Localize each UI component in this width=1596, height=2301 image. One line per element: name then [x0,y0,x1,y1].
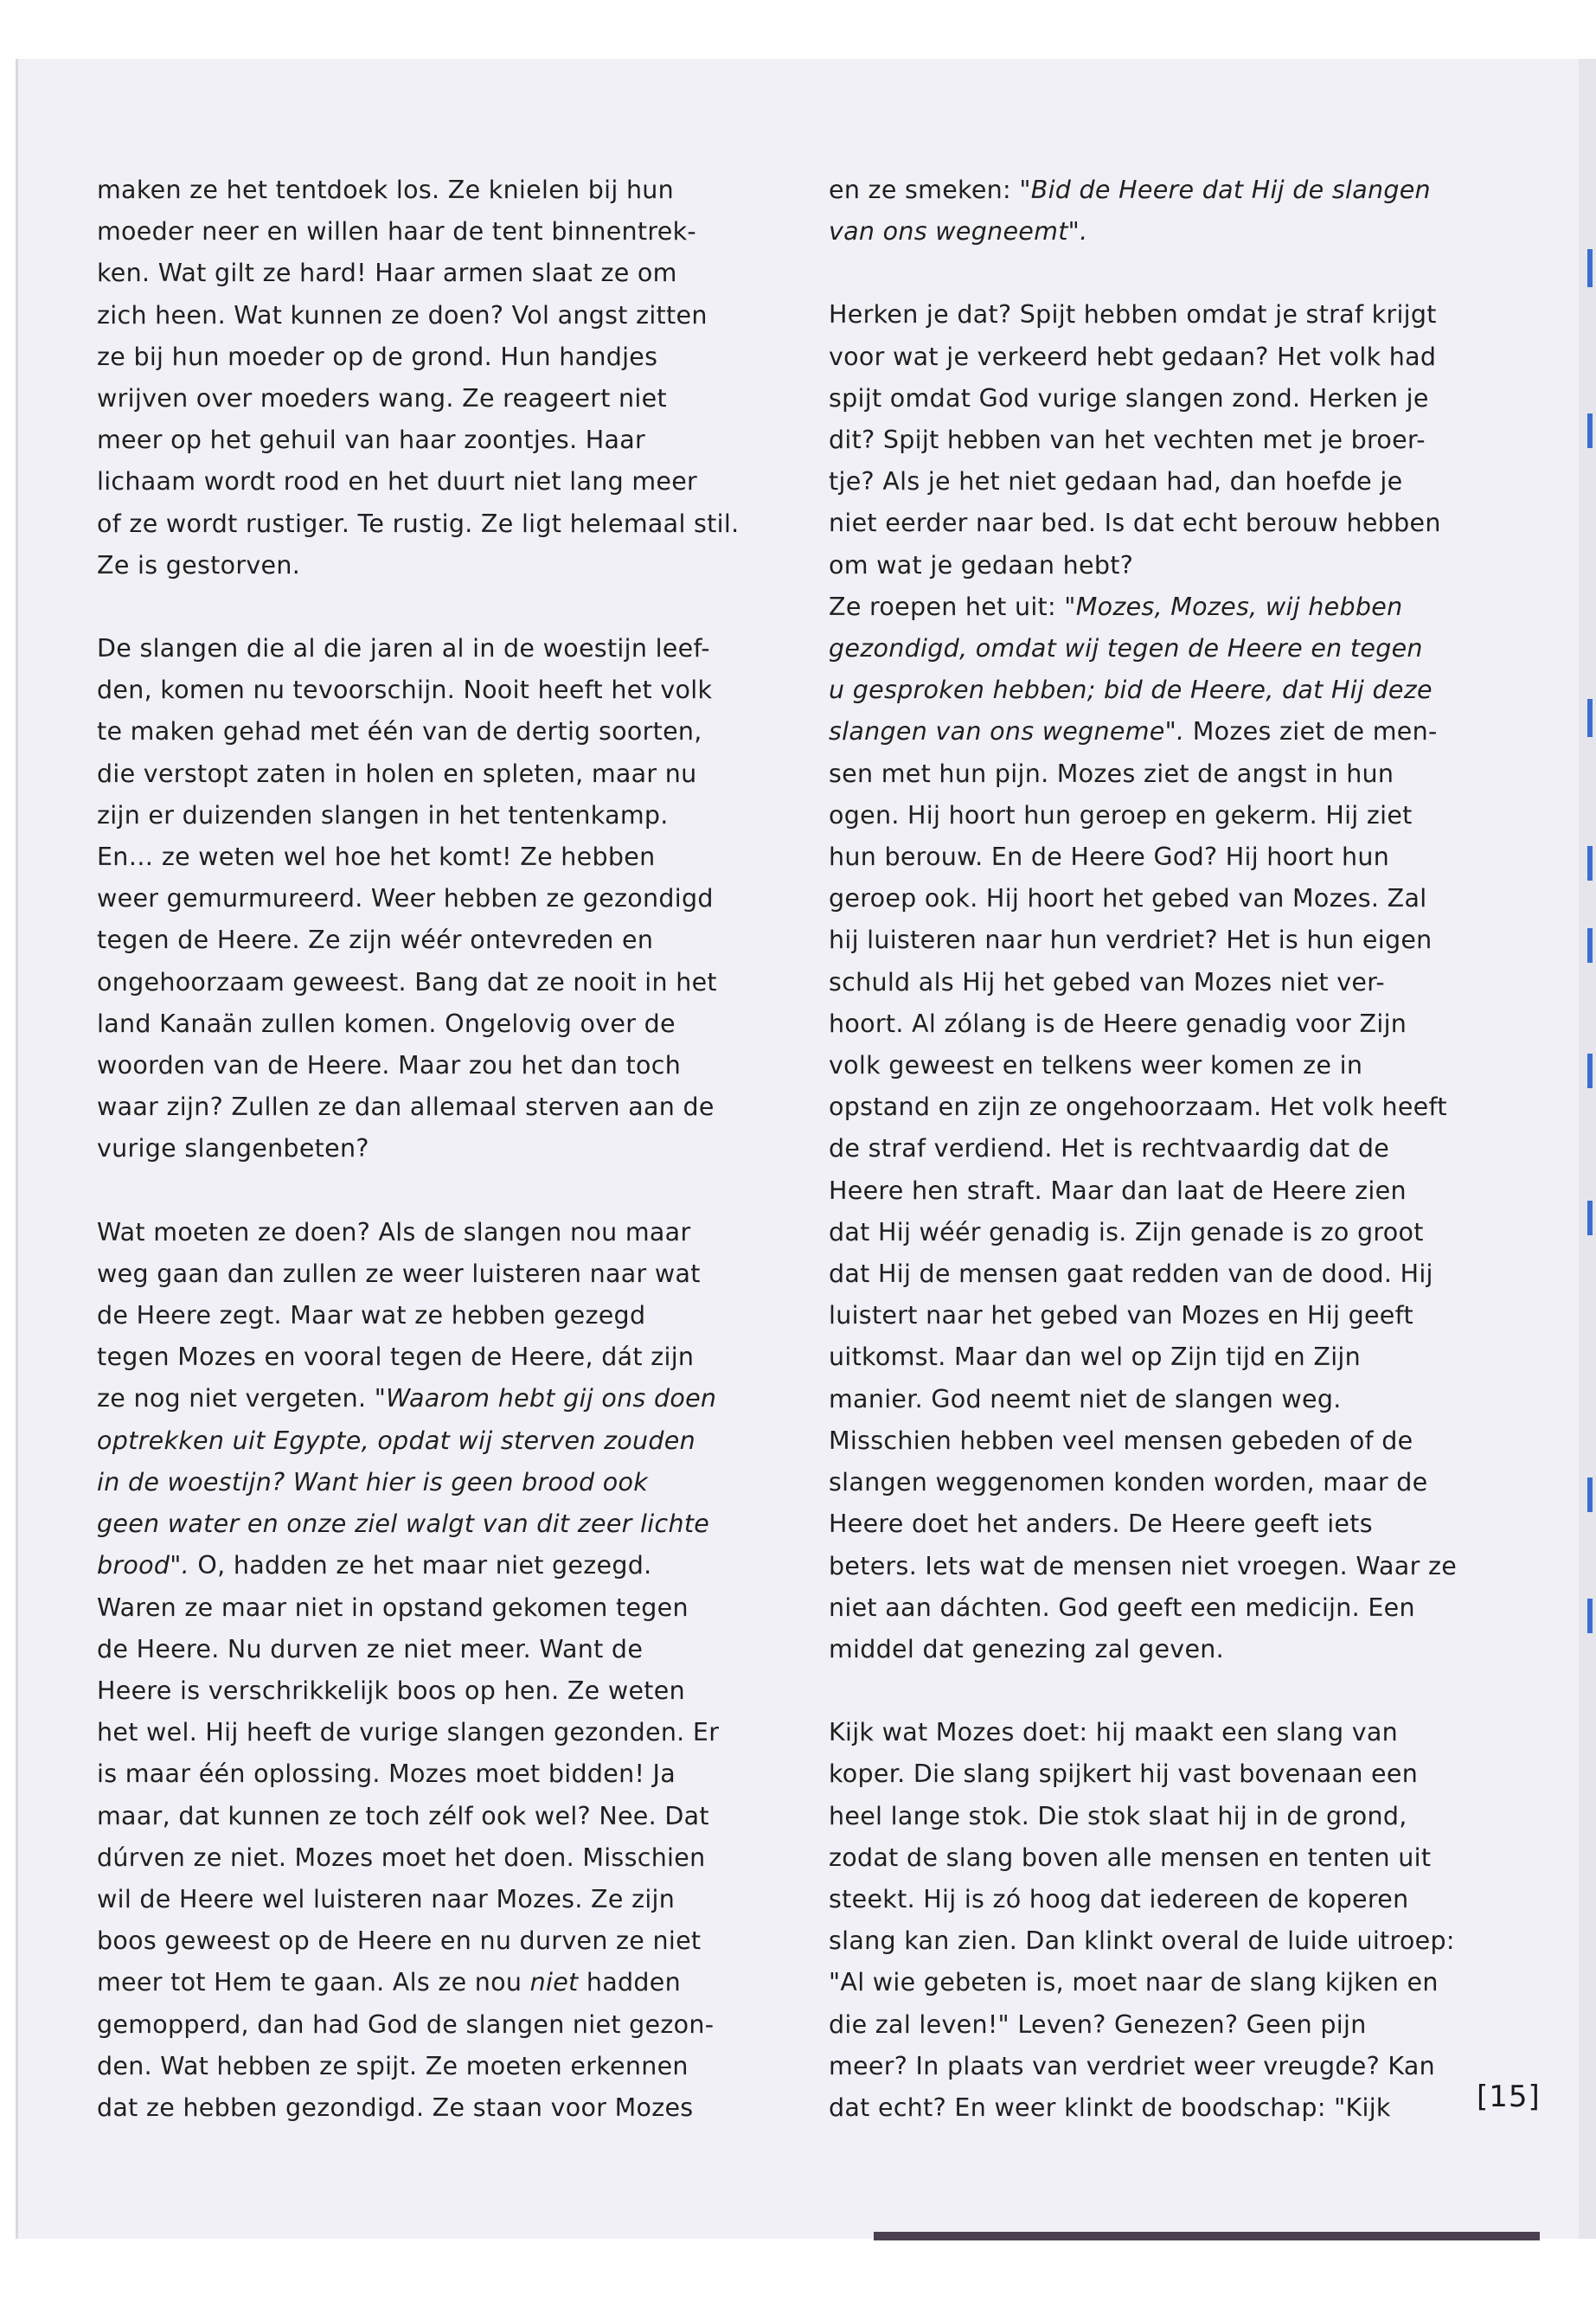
text-line: dat ze hebben gezondigd. Ze staan voor Mozes [97,2093,694,2122]
text-line: "Al wie gebeten is, moet naar de slang kijken en [829,1968,1439,1997]
text-line: volk geweest en telkens weer komen ze in [829,1051,1363,1080]
text-line [829,586,1447,628]
text-line: tegen de Heere. Ze zijn wéér ontevreden en [97,926,654,955]
text-run: Ze roepen het uit: [829,592,1065,621]
strip-mark [1587,1477,1593,1512]
text-line: wrijven over moeders wang. Ze reageert niet [97,384,667,413]
paragraph [829,294,1458,1670]
text-line: De slangen die al die jaren al in de woestijn leef- [97,634,710,663]
text-line: voor wat je verkeerd hebt gedaan? Het volk had [829,342,1437,371]
text-line: dit? Spijt hebben van het vechten met je broer- [829,426,1426,455]
text-line: niet eerder naar bed. Is dat echt berouw hebben [829,509,1441,538]
text-line: Heere hen straft. Maar dan laat de Heere zien [829,1176,1407,1205]
text-line: tje? Als je het niet gedaan had, dan hoefde je [829,467,1403,497]
page-number: [15] [1477,2080,1541,2114]
text-line: die zal leven!" Leven? Genezen? Geen pijn [829,2009,1367,2039]
page-bottom-edge [874,2232,1540,2240]
strip-mark [1587,928,1593,963]
text-line: Ze is gestorven. [97,550,301,580]
text-line: hun berouw. En de Heere God? Hij hoort hun [829,843,1390,872]
text-line: ongehoorzaam geweest. Bang dat ze nooit in het [97,967,717,997]
text-line: om wat je gedaan hebt? [829,550,1134,580]
text-line: ze bij hun moeder op de grond. Hun handjes [97,342,658,371]
paragraph [829,170,1447,253]
text-line [97,1378,728,1420]
text-line: Heere is verschrikkelijk boos op hen. Ze weten [97,1676,685,1705]
text-line: steekt. Hij is zó hoog dat iedereen de koperen [829,1884,1409,1913]
text-line: koper. Die slang spijkert hij vast bovenaan een [829,1759,1419,1789]
strip-mark [1587,249,1593,287]
text-line: Kijk wat Mozes doet: hij maakt een slang van [829,1718,1399,1747]
text-line: opstand en zijn ze ongehoorzaam. Het volk heeft [829,1093,1447,1122]
quote-text: u gesproken hebben; bid de Heere, dat Hij deze [829,676,1433,705]
text-line: zijn er duizenden slangen in het tentenkamp. [97,800,669,830]
text-line: of ze wordt rustiger. Te rustig. Ze ligt helemaal stil. [97,509,740,538]
strip-mark [1587,1201,1593,1235]
quote-text: in de woestijn? Want hier is geen brood ook [97,1467,649,1497]
text-line [97,1545,728,1586]
text-run: meer tot Hem te gaan. Als ze nou [97,1968,530,1997]
text-line: het wel. Hij heeft de vurige slangen gezonden. Er [97,1718,720,1747]
text-run: O, hadden ze het maar niet gezegd. [189,1551,652,1580]
text-line: uitkomst. Maar dan wel op Zijn tijd en Zijn [829,1343,1361,1372]
text-run: Mozes ziet de men- [1184,717,1438,747]
text-line: Heere doet het anders. De Heere geeft iets [829,1509,1373,1539]
text-line: lichaam wordt rood en het duurt niet lang meer [97,467,698,497]
text-line: maar, dat kunnen ze toch zélf ook wel? Nee. Dat [97,1801,709,1830]
text-line: vurige slangenbeten? [97,1134,369,1163]
text-line: sen met hun pijn. Mozes ziet de angst in hun [829,759,1394,788]
text-line: Herken je dat? Spijt hebben omdat je straf krijgt [829,300,1437,330]
quote-text: van ons wegneemt". [829,217,1088,247]
strip-mark [1587,846,1593,881]
text-line: hoort. Al zólang is de Heere genadig voor Zijn [829,1009,1407,1038]
paragraph [97,628,728,1170]
text-line: wil de Heere wel luisteren naar Mozes. Ze zijn [97,1884,676,1913]
text-run: ze nog niet vergeten. [97,1384,375,1413]
text-line: den, komen nu tevoorschijn. Nooit heeft het volk [97,676,713,705]
text-line: de Heere. Nu durven ze niet meer. Want de [97,1634,644,1663]
text-line: Waren ze maar niet in opstand gekomen tegen [97,1593,689,1622]
text-line: luistert naar het gebed van Mozes en Hij geeft [829,1301,1413,1330]
text-line: middel dat genezing zal geven. [829,1634,1225,1663]
text-run: en ze smeken: [829,176,1020,204]
quote-text: geen water en onze ziel walgt van dit zeer lichte [97,1509,710,1539]
text-line: is maar één oplossing. Mozes moet bidden! Ja [97,1759,676,1789]
text-line: waar zijn? Zullen ze dan allemaal sterven aan de [97,1093,715,1122]
text-line: ken. Wat gilt ze hard! Haar armen slaat ze om [97,259,677,288]
text-line: dat Hij wéér genadig is. Zijn genade is zo groot [829,1217,1424,1247]
right-column [829,170,1458,2170]
quote-text: brood". [97,1551,190,1580]
quote-text: gezondigd, omdat wij tegen de Heere en tegen [829,634,1423,663]
text-line: tegen Mozes en vooral tegen de Heere, dát zijn [97,1343,695,1372]
text-line: zodat de slang boven alle mensen en tenten uit [829,1843,1432,1872]
left-column [97,170,740,2170]
text-line: meer? In plaats van verdriet weer vreugde? Kan [829,2051,1435,2080]
text-line: maken ze het tentdoek los. Ze knielen bij hun [97,176,675,204]
text-line: land Kanaän zullen komen. Ongelovig over de [97,1009,676,1038]
adjacent-page-strip [1579,59,1596,2239]
text-line: gemopperd, dan had God de slangen niet gezon- [97,2009,715,2039]
text-line: spijt omdat God vurige slangen zond. Herken je [829,383,1429,413]
emphasis-text: niet [529,1968,579,1997]
text-line: slang kan zien. Dan klinkt overal de luide uitroep: [829,1926,1455,1956]
text-line: de Heere zegt. Maar wat ze hebben gezegd [97,1301,646,1330]
text-line: manier. God neemt niet de slangen weg. [829,1384,1342,1413]
strip-mark [1587,1054,1593,1088]
text-line: boos geweest op de Heere en nu durven ze niet [97,1926,702,1956]
text-line: Misschien hebben veel mensen gebeden of de [829,1426,1413,1455]
quote-text: "Mozes, Mozes, wij hebben [1064,592,1403,621]
text-line: meer op het gehuil van haar zoontjes. Haar [97,426,646,455]
text-line: beters. Iets wat de mensen niet vroegen. Waar ze [829,1551,1458,1580]
text-line: dat echt? En weer klinkt de boodschap: "Kijk [829,2093,1391,2122]
text-line: ogen. Hij hoort hun geroep en gekerm. Hij ziet [829,800,1413,830]
text-line: En… ze weten wel hoe het komt! Ze hebben [97,843,656,872]
text-line: zich heen. Wat kunnen ze doen? Vol angst zitten [97,300,708,330]
text-line: den. Wat hebben ze spijt. Ze moeten erkennen [97,2051,689,2080]
text-line: die verstopt zaten in holen en spleten, maar nu [97,759,697,788]
text-line: slangen weggenomen konden worden, maar de [829,1468,1428,1497]
paragraph [829,1712,1455,2129]
text-line: dat Hij de mensen gaat redden van de dood. Hij [829,1259,1433,1289]
quote-text: optrekken uit Egypte, opdat wij sterven zouden [97,1426,695,1455]
text-line: moeder neer en willen haar de tent binnentrek- [97,217,696,247]
text-line [97,1962,728,2003]
text-line: woorden van de Heere. Maar zou het dan toch [97,1051,682,1080]
text-line: schuld als Hij het gebed van Mozes niet ver- [829,967,1385,997]
strip-mark [1587,1599,1593,1633]
quote-text: slangen van ons wegneme". [829,717,1185,747]
text-line: de straf verdiend. Het is rechtvaardig dat de [829,1134,1390,1163]
text-line: te maken gehad met één van de dertig soorten, [97,717,702,747]
text-line: dúrven ze niet. Mozes moet het doen. Misschien [97,1843,706,1872]
text-line [829,711,1447,753]
text-line: niet aan dáchten. God geeft een medicijn. Een [829,1593,1415,1622]
quote-text: "Waarom hebt gij ons doen [374,1384,717,1413]
text-line: weer gemurmureerd. Weer hebben ze gezondigd [97,884,714,913]
text-line: geroep ook. Hij hoort het gebed van Mozes. Zal [829,884,1427,913]
text-line: weg gaan dan zullen ze weer luisteren naar wat [97,1259,701,1288]
text-line: heel lange stok. Die stok slaat hij in de grond, [829,1801,1407,1830]
paragraph [97,1212,728,2129]
strip-mark [1587,699,1593,737]
text-line: hij luisteren naar hun verdriet? Het is hun eigen [829,926,1433,955]
text-line: Wat moeten ze doen? Als de slangen nou maar [97,1217,691,1247]
text-run: hadden [578,1968,681,1997]
quote-text: "Bid de Heere dat Hij de slangen [1019,176,1431,204]
text-line [829,170,1447,211]
strip-mark [1587,413,1593,448]
paragraph [97,170,740,586]
